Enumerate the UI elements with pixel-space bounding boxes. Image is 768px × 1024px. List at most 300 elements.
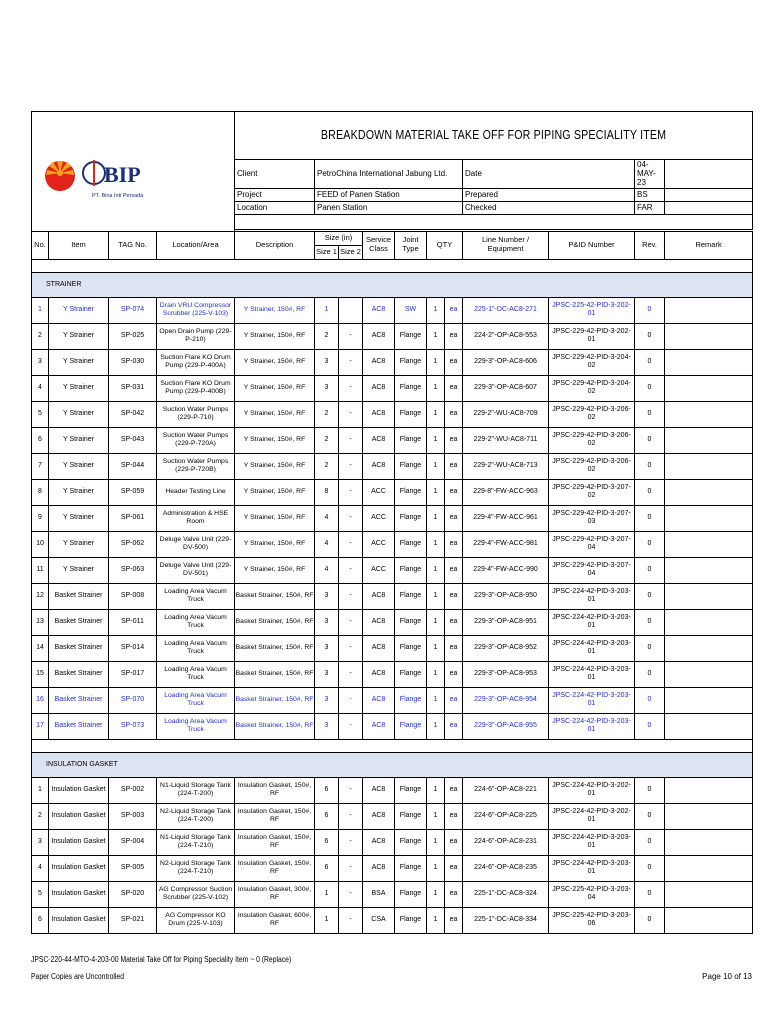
cell-size2: - [339, 855, 363, 881]
cell-location: Suction Flare KO Drum Pump (229-P-400A) [157, 349, 235, 375]
cell-item: Y Strainer [49, 505, 109, 531]
cell-unit: ea [445, 687, 463, 713]
cell-size1: 4 [315, 557, 339, 583]
title-cell [235, 112, 753, 160]
cell-size1: 8 [315, 479, 339, 505]
cell-size1: 6 [315, 829, 339, 855]
cell-location: Loading Area Vacum Truck [157, 609, 235, 635]
cell-unit: ea [445, 907, 463, 933]
cell-item: Y Strainer [49, 531, 109, 557]
cell-remark [665, 881, 753, 907]
cell-qty: 1 [427, 661, 445, 687]
table-row [32, 635, 753, 661]
cell-service-class: AC8 [363, 687, 395, 713]
cell-tag: SP-017 [109, 661, 157, 687]
cell-pid-number: JPSC-224-42-PID-3-202-01 [549, 777, 635, 803]
table-row [32, 531, 753, 557]
section-title: INSULATION GASKET [32, 752, 753, 777]
cell-location: Deluge Valve Unit (229-DV-501) [157, 557, 235, 583]
cell-tag: SP-070 [109, 687, 157, 713]
cell-pid-number: JPSC-224-42-PID-3-203-01 [549, 635, 635, 661]
cell-line-number: 225-1"-DC-AC8-271 [463, 297, 549, 323]
cell-service-class: AC8 [363, 609, 395, 635]
cell-location: N2-Liquid Storage Tank (224-T-210) [157, 855, 235, 881]
mto-sheet [31, 111, 752, 934]
cell-description: Insulation Gasket, 150#, RF [235, 855, 315, 881]
cell-item: Basket Strainer [49, 687, 109, 713]
cell-rev: 0 [635, 479, 665, 505]
table-row [32, 297, 753, 323]
location-value: Panen Station [315, 201, 463, 214]
cell-unit: ea [445, 557, 463, 583]
cell-line-number: 229-3"-OP-AC8-952 [463, 635, 549, 661]
cell-line-number: 229-2"-WU-AC8-711 [463, 427, 549, 453]
cell-tag: SP-044 [109, 453, 157, 479]
cell-service-class: AC8 [363, 453, 395, 479]
cell-remark [665, 453, 753, 479]
cell-description: Y Strainer, 150#, RF [235, 479, 315, 505]
cell-description: Basket Strainer, 150#, RF [235, 713, 315, 739]
cell-rev: 0 [635, 609, 665, 635]
cell-pid-number: JPSC-229-42-PID-3-202-01 [549, 323, 635, 349]
table-row [32, 557, 753, 583]
cell-no: 14 [32, 635, 49, 661]
cell-pid-number: JPSC-225-42-PID-3-203-04 [549, 881, 635, 907]
cell-item: Insulation Gasket [49, 855, 109, 881]
col-no: No. [32, 231, 49, 259]
col-joint-type: Joint Type [395, 231, 427, 259]
cell-tag: SP-031 [109, 375, 157, 401]
cell-no: 1 [32, 297, 49, 323]
petrochina-logo-icon [45, 161, 75, 191]
cell-remark [665, 713, 753, 739]
cell-description: Basket Strainer, 150#, RF [235, 583, 315, 609]
cell-size1: 6 [315, 777, 339, 803]
cell-service-class: AC8 [363, 297, 395, 323]
cell-qty: 1 [427, 881, 445, 907]
cell-line-number: 224-6"-OP-AC8-221 [463, 777, 549, 803]
cell-location: Administration & HSE Room [157, 505, 235, 531]
cell-tag: SP-014 [109, 635, 157, 661]
cell-rev: 0 [635, 349, 665, 375]
cell-description: Y Strainer, 150#, RF [235, 375, 315, 401]
cell-qty: 1 [427, 777, 445, 803]
cell-joint-type: Flange [395, 803, 427, 829]
cell-unit: ea [445, 635, 463, 661]
cell-service-class: AC8 [363, 349, 395, 375]
cell-unit: ea [445, 531, 463, 557]
cell-joint-type: Flange [395, 583, 427, 609]
cell-remark [665, 531, 753, 557]
cell-no: 2 [32, 323, 49, 349]
cell-no: 6 [32, 907, 49, 933]
cell-size1: 2 [315, 427, 339, 453]
cell-service-class: AC8 [363, 829, 395, 855]
cell-unit: ea [445, 881, 463, 907]
cell-joint-type: Flange [395, 777, 427, 803]
cell-rev: 0 [635, 505, 665, 531]
cell-tag: SP-025 [109, 323, 157, 349]
cell-description: Insulation Gasket, 600#, RF [235, 907, 315, 933]
cell-line-number: 224-2"-OP-AC8-553 [463, 323, 549, 349]
cell-size2: - [339, 777, 363, 803]
col-item: Item [49, 231, 109, 259]
cell-tag: SP-074 [109, 297, 157, 323]
cell-size2 [339, 297, 363, 323]
cell-service-class: AC8 [363, 661, 395, 687]
cell-no: 9 [32, 505, 49, 531]
cell-size1: 1 [315, 881, 339, 907]
cell-rev: 0 [635, 687, 665, 713]
cell-line-number: 224-6"-OP-AC8-225 [463, 803, 549, 829]
footer-page-number: Page 10 of 13 [702, 972, 752, 981]
cell-service-class: AC8 [363, 713, 395, 739]
cell-joint-type: Flange [395, 661, 427, 687]
cell-size1: 1 [315, 907, 339, 933]
col-qty: QTY [427, 231, 463, 259]
cell-item: Y Strainer [49, 479, 109, 505]
col-location: Location/Area [157, 231, 235, 259]
col-pid: P&ID Number [549, 231, 635, 259]
cell-no: 3 [32, 349, 49, 375]
cell-no: 16 [32, 687, 49, 713]
cell-unit: ea [445, 713, 463, 739]
cell-rev: 0 [635, 375, 665, 401]
cell-service-class: ACC [363, 531, 395, 557]
cell-unit: ea [445, 505, 463, 531]
cell-tag: SP-021 [109, 907, 157, 933]
cell-unit: ea [445, 479, 463, 505]
cell-tag: SP-073 [109, 713, 157, 739]
cell-description: Insulation Gasket, 150#, RF [235, 777, 315, 803]
table-row [32, 427, 753, 453]
cell-remark [665, 505, 753, 531]
svg-text:PT. Bina Inti Persada: PT. Bina Inti Persada [92, 193, 144, 200]
cell-line-number: 229-3"-OP-AC8-953 [463, 661, 549, 687]
cell-qty: 1 [427, 855, 445, 881]
cell-size2: - [339, 713, 363, 739]
cell-tag: SP-043 [109, 427, 157, 453]
bip-logo-icon [83, 160, 144, 199]
cell-item: Insulation Gasket [49, 907, 109, 933]
cell-rev: 0 [635, 401, 665, 427]
cell-rev: 0 [635, 427, 665, 453]
cell-size2: - [339, 635, 363, 661]
cell-service-class: AC8 [363, 777, 395, 803]
table-row [32, 803, 753, 829]
cell-location: N2-Liquid Storage Tank (224-T-200) [157, 803, 235, 829]
cell-service-class: AC8 [363, 583, 395, 609]
cell-remark [665, 479, 753, 505]
cell-description: Basket Strainer, 150#, RF [235, 609, 315, 635]
cell-qty: 1 [427, 713, 445, 739]
cell-service-class: CSA [363, 907, 395, 933]
cell-no: 4 [32, 375, 49, 401]
cell-no: 11 [32, 557, 49, 583]
prepared-label: Prepared [463, 188, 635, 201]
cell-tag: SP-020 [109, 881, 157, 907]
col-size2: Size 2 [339, 245, 363, 259]
cell-joint-type: Flange [395, 505, 427, 531]
cell-description: Y Strainer, 150#, RF [235, 505, 315, 531]
cell-rev: 0 [635, 907, 665, 933]
cell-unit: ea [445, 829, 463, 855]
cell-rev: 0 [635, 803, 665, 829]
cell-joint-type: Flange [395, 687, 427, 713]
cell-unit: ea [445, 453, 463, 479]
cell-size1: 2 [315, 401, 339, 427]
cell-remark [665, 375, 753, 401]
cell-item: Insulation Gasket [49, 777, 109, 803]
project-label: Project [235, 188, 315, 201]
cell-joint-type: Flange [395, 829, 427, 855]
table-row [32, 505, 753, 531]
cell-pid-number: JPSC-225-42-PID-3-203-06 [549, 907, 635, 933]
cell-remark [665, 349, 753, 375]
cell-size2: - [339, 907, 363, 933]
cell-remark [665, 583, 753, 609]
cell-qty: 1 [427, 687, 445, 713]
page-title: BREAKDOWN MATERIAL TAKE OFF FOR PIPING SPECIALITY ITEM [320, 127, 667, 143]
cell-item: Insulation Gasket [49, 881, 109, 907]
footer-uncontrolled: Paper Copies are Uncontrolled [31, 972, 124, 981]
cell-size2: - [339, 609, 363, 635]
cell-size2: - [339, 505, 363, 531]
cell-service-class: AC8 [363, 803, 395, 829]
cell-line-number: 225-1"-DC-AC8-334 [463, 907, 549, 933]
cell-joint-type: Flange [395, 453, 427, 479]
cell-description: Y Strainer, 150#, RF [235, 349, 315, 375]
cell-tag: SP-063 [109, 557, 157, 583]
cell-qty: 1 [427, 531, 445, 557]
cell-line-number: 229-3"-OP-AC8-954 [463, 687, 549, 713]
cell-item: Y Strainer [49, 349, 109, 375]
cell-location: N1-Liquid Storage Tank (224-T-210) [157, 829, 235, 855]
cell-qty: 1 [427, 907, 445, 933]
cell-description: Y Strainer, 150#, RF [235, 453, 315, 479]
cell-size1: 4 [315, 531, 339, 557]
cell-rev: 0 [635, 531, 665, 557]
cell-remark [665, 829, 753, 855]
cell-unit: ea [445, 375, 463, 401]
cell-size2: - [339, 323, 363, 349]
cell-line-number: 229-3"-OP-AC8-607 [463, 375, 549, 401]
cell-tag: SP-011 [109, 609, 157, 635]
cell-size1: 3 [315, 349, 339, 375]
cell-description: Y Strainer, 150#, RF [235, 401, 315, 427]
cell-remark [665, 855, 753, 881]
cell-joint-type: Flange [395, 479, 427, 505]
cell-size1: 6 [315, 803, 339, 829]
cell-tag: SP-004 [109, 829, 157, 855]
cell-service-class: AC8 [363, 375, 395, 401]
cell-pid-number: JPSC-229-42-PID-3-206-02 [549, 427, 635, 453]
cell-remark [665, 609, 753, 635]
cell-size2: - [339, 479, 363, 505]
cell-rev: 0 [635, 777, 665, 803]
cell-item: Basket Strainer [49, 609, 109, 635]
cell-item: Insulation Gasket [49, 829, 109, 855]
cell-location: N1-Liquid Storage Tank (224-T-200) [157, 777, 235, 803]
cell-joint-type: Flange [395, 881, 427, 907]
cell-no: 12 [32, 583, 49, 609]
cell-line-number: 229-4"-FW-ACC-981 [463, 531, 549, 557]
col-service-class: Service Class [363, 231, 395, 259]
cell-location: Suction Water Pumps (229-P-720A) [157, 427, 235, 453]
cell-location: AG Compressor KO Drum (225-V-103) [157, 907, 235, 933]
cell-location: Drain VRU Compressor Scrubber (225-V-103) [157, 297, 235, 323]
cell-qty: 1 [427, 557, 445, 583]
cell-line-number: 229-2"-WU-AC8-713 [463, 453, 549, 479]
cell-joint-type: Flange [395, 375, 427, 401]
cell-no: 8 [32, 479, 49, 505]
cell-rev: 0 [635, 713, 665, 739]
date-label: Date [463, 160, 635, 189]
cell-line-number: 224-6"-OP-AC8-231 [463, 829, 549, 855]
table-row [32, 375, 753, 401]
cell-line-number: 229-3"-OP-AC8-951 [463, 609, 549, 635]
cell-no: 13 [32, 609, 49, 635]
cell-size1: 3 [315, 583, 339, 609]
cell-rev: 0 [635, 855, 665, 881]
cell-remark [665, 427, 753, 453]
cell-description: Insulation Gasket, 300#, RF [235, 881, 315, 907]
cell-line-number: 229-8"-FW-ACC-963 [463, 479, 549, 505]
cell-line-number: 229-4"-FW-ACC-961 [463, 505, 549, 531]
cell-location: Loading Area Vacum Truck [157, 687, 235, 713]
table-row [32, 401, 753, 427]
col-size1: Size 1 [315, 245, 339, 259]
cell-item: Y Strainer [49, 453, 109, 479]
cell-pid-number: JPSC-229-42-PID-3-206-02 [549, 453, 635, 479]
cell-size1: 3 [315, 635, 339, 661]
cell-item: Y Strainer [49, 375, 109, 401]
petrochina-bip-logo [32, 116, 158, 226]
cell-joint-type: Flange [395, 401, 427, 427]
cell-remark [665, 401, 753, 427]
cell-item: Insulation Gasket [49, 803, 109, 829]
prepared-value: BS [635, 188, 665, 201]
cell-qty: 1 [427, 375, 445, 401]
cell-service-class: AC8 [363, 427, 395, 453]
cell-location: Suction Flare KO Drum Pump (229-P-400B) [157, 375, 235, 401]
section-header [32, 272, 753, 297]
cell-description: Y Strainer, 150#, RF [235, 427, 315, 453]
cell-description: Basket Strainer, 150#, RF [235, 687, 315, 713]
col-size: Size (in) [315, 231, 363, 245]
cell-remark [665, 297, 753, 323]
cell-description: Basket Strainer, 150#, RF [235, 635, 315, 661]
cell-no: 4 [32, 855, 49, 881]
location-label: Location [235, 201, 315, 214]
table-row [32, 323, 753, 349]
cell-description: Y Strainer, 150#, RF [235, 297, 315, 323]
cell-tag: SP-062 [109, 531, 157, 557]
cell-unit: ea [445, 777, 463, 803]
cell-tag: SP-002 [109, 777, 157, 803]
cell-line-number: 229-2"-WU-AC8-709 [463, 401, 549, 427]
cell-tag: SP-059 [109, 479, 157, 505]
cell-tag: SP-008 [109, 583, 157, 609]
cell-pid-number: JPSC-224-42-PID-3-203-01 [549, 609, 635, 635]
cell-qty: 1 [427, 583, 445, 609]
cell-service-class: ACC [363, 557, 395, 583]
cell-size2: - [339, 803, 363, 829]
cell-unit: ea [445, 803, 463, 829]
cell-line-number: 229-3"-OP-AC8-606 [463, 349, 549, 375]
cell-no: 1 [32, 777, 49, 803]
table-row [32, 479, 753, 505]
cell-rev: 0 [635, 661, 665, 687]
cell-location: Loading Area Vacum Truck [157, 635, 235, 661]
cell-size1: 3 [315, 687, 339, 713]
cell-pid-number: JPSC-224-42-PID-3-202-01 [549, 803, 635, 829]
cell-no: 17 [32, 713, 49, 739]
section-title: STRAINER [32, 272, 753, 297]
cell-joint-type: Flange [395, 713, 427, 739]
cell-service-class: ACC [363, 479, 395, 505]
cell-location: Suction Water Pumps (229-P-710) [157, 401, 235, 427]
cell-item: Basket Strainer [49, 661, 109, 687]
cell-no: 2 [32, 803, 49, 829]
cell-remark [665, 635, 753, 661]
cell-unit: ea [445, 583, 463, 609]
cell-size1: 6 [315, 855, 339, 881]
table-row [32, 907, 753, 933]
cell-service-class: AC8 [363, 323, 395, 349]
cell-size2: - [339, 401, 363, 427]
cell-line-number: 229-4"-FW-ACC-990 [463, 557, 549, 583]
checked-label: Checked [463, 201, 635, 214]
cell-unit: ea [445, 661, 463, 687]
cell-no: 10 [32, 531, 49, 557]
cell-size1: 2 [315, 453, 339, 479]
cell-location: Loading Area Vacum Truck [157, 713, 235, 739]
cell-qty: 1 [427, 427, 445, 453]
cell-remark [665, 907, 753, 933]
cell-remark [665, 687, 753, 713]
project-value: FEED of Panen Station [315, 188, 463, 201]
cell-size2: - [339, 349, 363, 375]
cell-rev: 0 [635, 583, 665, 609]
cell-line-number: 225-1"-DC-AC8-324 [463, 881, 549, 907]
cell-joint-type: Flange [395, 531, 427, 557]
col-description: Description [235, 231, 315, 259]
col-remark: Remark [665, 231, 753, 259]
cell-pid-number: JPSC-229-42-PID-3-207-04 [549, 531, 635, 557]
cell-line-number: 229-3"-OP-AC8-950 [463, 583, 549, 609]
cell-service-class: AC8 [363, 401, 395, 427]
cell-rev: 0 [635, 881, 665, 907]
cell-size2: - [339, 881, 363, 907]
cell-tag: SP-030 [109, 349, 157, 375]
cell-qty: 1 [427, 505, 445, 531]
cell-line-number: 229-3"-OP-AC8-955 [463, 713, 549, 739]
cell-pid-number: JPSC-229-42-PID-3-206-02 [549, 401, 635, 427]
cell-tag: SP-005 [109, 855, 157, 881]
client-label: Client [235, 160, 315, 189]
cell-tag: SP-061 [109, 505, 157, 531]
cell-remark [665, 323, 753, 349]
cell-size2: - [339, 557, 363, 583]
cell-qty: 1 [427, 479, 445, 505]
table-row [32, 881, 753, 907]
cell-pid-number: JPSC-224-42-PID-3-203-01 [549, 713, 635, 739]
cell-unit: ea [445, 297, 463, 323]
cell-joint-type: Flange [395, 907, 427, 933]
cell-location: AG Compressor Suction Scrubber (225-V-102) [157, 881, 235, 907]
cell-location: Header Testing Line [157, 479, 235, 505]
